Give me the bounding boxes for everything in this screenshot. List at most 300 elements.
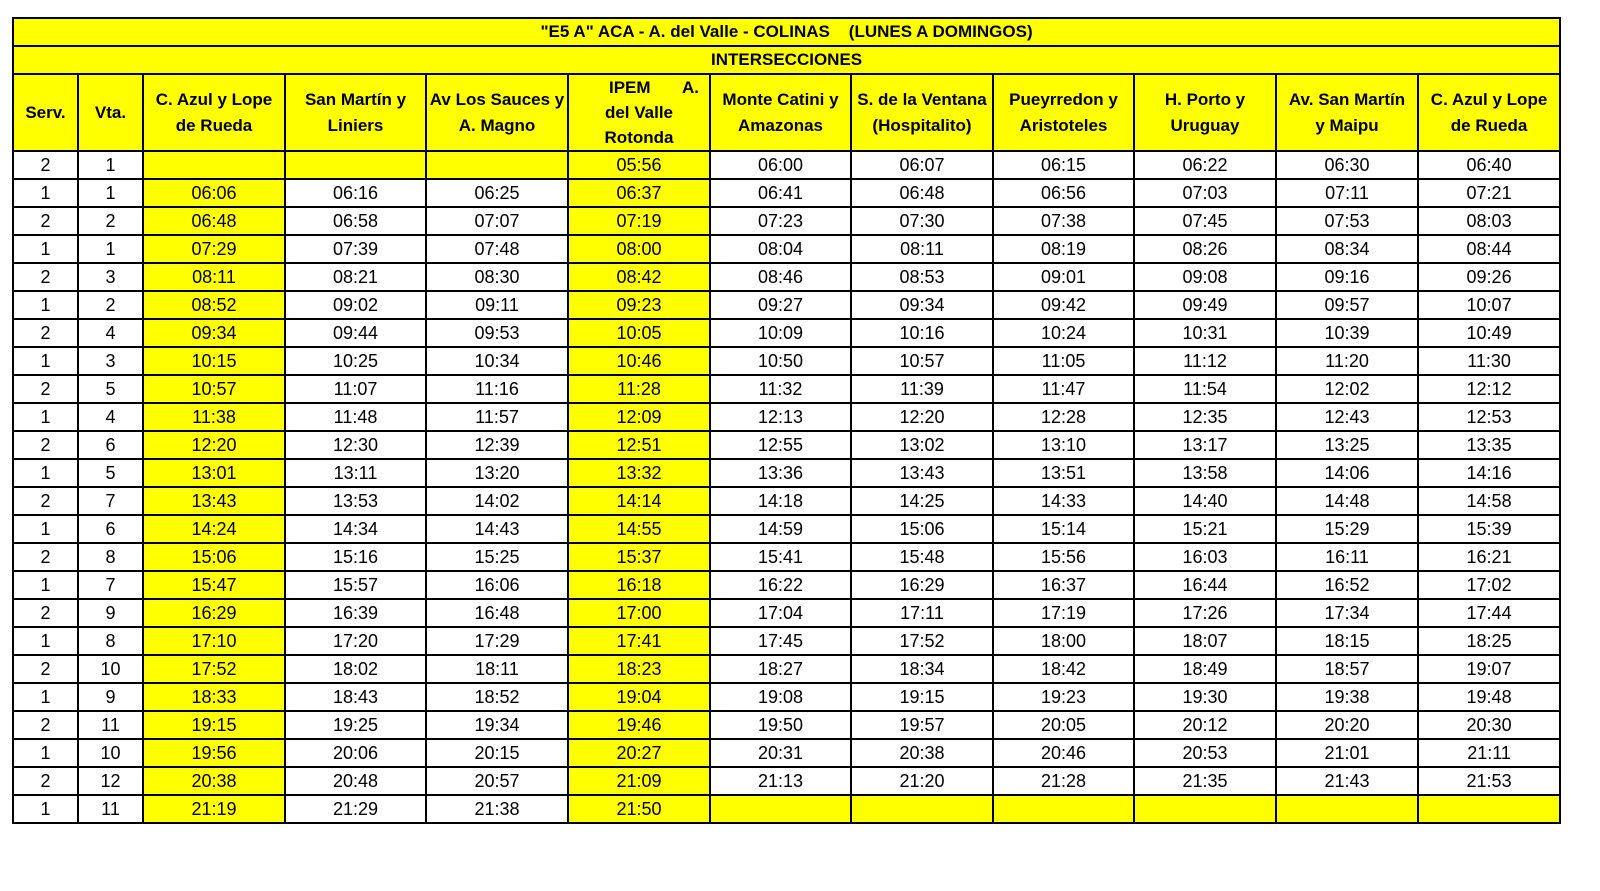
table-cell: 15:06 [143,543,285,571]
table-cell: 11:16 [426,375,568,403]
table-row [13,627,1560,655]
table-cell: 15:48 [851,543,993,571]
table-cell: 17:26 [1134,599,1276,627]
table-cell: 11:07 [285,375,426,403]
table-cell: 08:21 [285,263,426,291]
table-row [13,347,1560,375]
table-cell: 21:13 [710,767,851,795]
header-stop-pueyrredon: Pueyrredon y Aristoteles [993,74,1134,151]
table-cell: 19:48 [1418,683,1560,711]
table-cell: 19:38 [1276,683,1418,711]
table-cell: 12:13 [710,403,851,431]
table-cell: 06:58 [285,207,426,235]
table-cell: 20:05 [993,711,1134,739]
table-cell: 18:00 [993,627,1134,655]
header-stop-ipem: IPEM A. del Valle Rotonda [568,74,710,151]
table-row [13,179,1560,207]
table-cell: 05:56 [568,151,710,179]
table-cell: 1 [13,627,78,655]
table-cell: 20:15 [426,739,568,767]
table-row [13,795,1560,823]
table-cell: 14:14 [568,487,710,515]
table-cell: 12:39 [426,431,568,459]
table-cell: 13:35 [1418,431,1560,459]
table-cell: 7 [78,571,143,599]
table-cell: 2 [13,207,78,235]
table-cell: 21:01 [1276,739,1418,767]
table-cell: 06:22 [1134,151,1276,179]
table-cell: 07:38 [993,207,1134,235]
table-cell: 18:43 [285,683,426,711]
table-cell: 13:20 [426,459,568,487]
table-cell: 1 [13,795,78,823]
table-cell: 2 [13,431,78,459]
table-cell: 14:25 [851,487,993,515]
table-cell: 16:21 [1418,543,1560,571]
table-cell: 07:03 [1134,179,1276,207]
table-cell: 18:07 [1134,627,1276,655]
table-cell: 3 [78,263,143,291]
header-vta: Vta. [78,74,143,151]
table-row [13,375,1560,403]
table-cell: 16:39 [285,599,426,627]
table-row [13,151,1560,179]
table-cell: 1 [13,291,78,319]
table-cell: 08:11 [851,235,993,263]
table-cell: 8 [78,543,143,571]
table-cell: 07:29 [143,235,285,263]
table-cell: 13:01 [143,459,285,487]
table-cell: 3 [78,347,143,375]
table-row [13,263,1560,291]
table-cell: 20:31 [710,739,851,767]
table-cell: 18:27 [710,655,851,683]
table-cell: 11:05 [993,347,1134,375]
table-cell: 10:39 [1276,319,1418,347]
table-cell: 20:30 [1418,711,1560,739]
table-cell: 12:28 [993,403,1134,431]
table-cell: 18:57 [1276,655,1418,683]
table-cell: 10:07 [1418,291,1560,319]
table-cell: 12:09 [568,403,710,431]
table-cell: 15:06 [851,515,993,543]
table-cell: 8 [78,627,143,655]
table-cell: 10:49 [1418,319,1560,347]
table-cell: 17:44 [1418,599,1560,627]
table-cell: 11:30 [1418,347,1560,375]
table-cell: 1 [13,739,78,767]
table-cell: 11:28 [568,375,710,403]
table-cell: 16:18 [568,571,710,599]
table-cell: 10:25 [285,347,426,375]
table-cell: 2 [13,375,78,403]
table-cell: 08:00 [568,235,710,263]
table-cell: 13:51 [993,459,1134,487]
table-cell: 16:29 [143,599,285,627]
table-cell: 12:02 [1276,375,1418,403]
table-cell: 11:12 [1134,347,1276,375]
table-cell: 15:37 [568,543,710,571]
table-cell: 12:53 [1418,403,1560,431]
table-cell: 1 [13,515,78,543]
table-cell: 20:06 [285,739,426,767]
table-cell: 19:08 [710,683,851,711]
table-cell: 16:03 [1134,543,1276,571]
table-cell: 13:53 [285,487,426,515]
table-cell: 06:48 [143,207,285,235]
table-cell: 09:27 [710,291,851,319]
table-cell: 20:53 [1134,739,1276,767]
table-cell: 10:46 [568,347,710,375]
table-row [13,655,1560,683]
table-cell: 15:57 [285,571,426,599]
table-cell: 09:11 [426,291,568,319]
table-cell: 09:23 [568,291,710,319]
table-row [13,683,1560,711]
header-stop-h-porto: H. Porto y Uruguay [1134,74,1276,151]
table-cell: 07:45 [1134,207,1276,235]
table-cell: 11:57 [426,403,568,431]
table-cell: 06:30 [1276,151,1418,179]
table-cell: 2 [78,207,143,235]
table-cell: 13:58 [1134,459,1276,487]
table-cell: 08:46 [710,263,851,291]
table-cell: 14:34 [285,515,426,543]
table-cell: 08:53 [851,263,993,291]
table-row [13,319,1560,347]
table-cell: 19:04 [568,683,710,711]
table-cell: 17:11 [851,599,993,627]
table-cell: 18:42 [993,655,1134,683]
table-row [13,543,1560,571]
table-cell: 4 [78,319,143,347]
table-cell: 2 [78,291,143,319]
table-cell: 11 [78,711,143,739]
table-cell: 06:07 [851,151,993,179]
table-cell: 19:30 [1134,683,1276,711]
table-cell: 13:36 [710,459,851,487]
header-serv: Serv. [13,74,78,151]
table-cell: 10 [78,655,143,683]
table-cell: 06:16 [285,179,426,207]
table-cell: 06:37 [568,179,710,207]
header-stop-av-los-sauces: Av Los Sauces y A. Magno [426,74,568,151]
table-cell: 17:19 [993,599,1134,627]
table-cell: 08:03 [1418,207,1560,235]
table-cell: 1 [78,179,143,207]
table-row [13,235,1560,263]
table-cell: 15:47 [143,571,285,599]
table-cell: 17:52 [143,655,285,683]
table-cell: 19:50 [710,711,851,739]
header-stop-s-de-la-ventana: S. de la Ventana (Hospitalito) [851,74,993,151]
table-cell: 21:29 [285,795,426,823]
table-cell: 13:43 [851,459,993,487]
table-cell: 09:34 [851,291,993,319]
table-cell: 21:53 [1418,767,1560,795]
table-cell: 07:39 [285,235,426,263]
table-cell: 13:25 [1276,431,1418,459]
table-cell [993,795,1134,823]
table-cell: 14:43 [426,515,568,543]
table-cell [851,795,993,823]
table-cell: 10:34 [426,347,568,375]
table-cell: 10:16 [851,319,993,347]
table-cell: 1 [78,151,143,179]
table-cell: 11:54 [1134,375,1276,403]
table-cell: 21:50 [568,795,710,823]
table-cell: 09:49 [1134,291,1276,319]
table-cell: 6 [78,515,143,543]
table-cell [1134,795,1276,823]
table-cell: 08:19 [993,235,1134,263]
table-cell: 19:07 [1418,655,1560,683]
table-cell: 14:18 [710,487,851,515]
table-cell: 08:52 [143,291,285,319]
table-cell: 16:52 [1276,571,1418,599]
table-cell: 11:47 [993,375,1134,403]
table-cell: 19:25 [285,711,426,739]
table-cell: 18:49 [1134,655,1276,683]
table-cell: 18:11 [426,655,568,683]
table-cell: 21:38 [426,795,568,823]
table-cell: 12:55 [710,431,851,459]
table-cell: 07:53 [1276,207,1418,235]
table-cell: 17:00 [568,599,710,627]
table-cell: 12:20 [851,403,993,431]
table-cell: 06:00 [710,151,851,179]
table-cell: 18:52 [426,683,568,711]
table-cell: 10:05 [568,319,710,347]
schedule-body [13,151,1560,823]
table-cell: 19:57 [851,711,993,739]
table-cell: 14:55 [568,515,710,543]
table-cell: 20:57 [426,767,568,795]
table-cell: 1 [13,571,78,599]
table-cell: 17:52 [851,627,993,655]
table-cell: 09:53 [426,319,568,347]
table-cell: 2 [13,655,78,683]
table-cell: 08:44 [1418,235,1560,263]
table-cell: 2 [13,319,78,347]
table-cell: 09:01 [993,263,1134,291]
table-cell: 9 [78,683,143,711]
table-cell: 14:58 [1418,487,1560,515]
table-cell: 20:48 [285,767,426,795]
table-cell: 15:56 [993,543,1134,571]
table-cell: 13:32 [568,459,710,487]
table-cell: 20:27 [568,739,710,767]
table-cell [426,151,568,179]
table-cell: 11:48 [285,403,426,431]
table-cell: 11:20 [1276,347,1418,375]
table-cell: 12 [78,767,143,795]
table-row [13,767,1560,795]
table-cell: 11:32 [710,375,851,403]
table-cell: 07:21 [1418,179,1560,207]
table-cell: 07:19 [568,207,710,235]
table-cell: 21:20 [851,767,993,795]
table-cell: 17:45 [710,627,851,655]
table-cell: 16:48 [426,599,568,627]
table-cell: 08:34 [1276,235,1418,263]
table-cell [143,151,285,179]
table-cell: 1 [13,683,78,711]
table-cell: 13:11 [285,459,426,487]
table-cell: 18:02 [285,655,426,683]
table-cell [285,151,426,179]
table-cell: 7 [78,487,143,515]
table-cell: 06:15 [993,151,1134,179]
table-cell: 18:23 [568,655,710,683]
table-cell: 09:08 [1134,263,1276,291]
table-cell: 18:25 [1418,627,1560,655]
table-cell: 10:09 [710,319,851,347]
header-stop-c-azul-2: C. Azul y Lope de Rueda [1418,74,1560,151]
table-cell: 16:37 [993,571,1134,599]
table-cell: 06:25 [426,179,568,207]
table-cell: 09:57 [1276,291,1418,319]
table-cell: 07:11 [1276,179,1418,207]
table-cell: 11 [78,795,143,823]
table-cell: 10:24 [993,319,1134,347]
table-cell: 17:04 [710,599,851,627]
table-cell: 15:21 [1134,515,1276,543]
table-cell: 17:41 [568,627,710,655]
table-cell: 20:38 [851,739,993,767]
table-cell: 15:39 [1418,515,1560,543]
table-cell: 20:38 [143,767,285,795]
table-cell: 08:11 [143,263,285,291]
table-cell: 10:57 [851,347,993,375]
table-cell: 12:35 [1134,403,1276,431]
table-cell: 11:38 [143,403,285,431]
table-cell: 19:23 [993,683,1134,711]
table-cell: 13:02 [851,431,993,459]
table-cell: 9 [78,599,143,627]
table-cell: 15:25 [426,543,568,571]
schedule-wrapper [12,17,1559,824]
table-cell: 14:59 [710,515,851,543]
table-cell: 19:15 [851,683,993,711]
table-cell: 17:29 [426,627,568,655]
table-cell: 07:23 [710,207,851,235]
table-cell: 12:30 [285,431,426,459]
table-cell: 21:35 [1134,767,1276,795]
table-cell: 16:06 [426,571,568,599]
table-cell [1276,795,1418,823]
table-cell: 16:29 [851,571,993,599]
table-cell: 06:40 [1418,151,1560,179]
table-cell: 1 [13,235,78,263]
table-cell: 13:10 [993,431,1134,459]
table-row [13,459,1560,487]
table-cell: 15:29 [1276,515,1418,543]
table-cell: 16:44 [1134,571,1276,599]
schedule-title: "E5 A" ACA - A. del Valle - COLINAS (LUNES A DOMINGOS) [13,18,1560,46]
table-cell: 1 [78,235,143,263]
table-cell: 16:22 [710,571,851,599]
table-row [13,291,1560,319]
table-cell: 15:41 [710,543,851,571]
table-cell: 09:26 [1418,263,1560,291]
table-cell: 20:12 [1134,711,1276,739]
table-cell: 2 [13,151,78,179]
table-cell [710,795,851,823]
intersecciones-heading: INTERSECCIONES [13,46,1560,74]
table-cell: 12:12 [1418,375,1560,403]
table-cell: 08:04 [710,235,851,263]
table-cell: 2 [13,263,78,291]
table-cell: 4 [78,403,143,431]
table-cell: 12:51 [568,431,710,459]
table-cell: 19:56 [143,739,285,767]
table-row [13,515,1560,543]
table-cell: 09:42 [993,291,1134,319]
table-cell: 19:46 [568,711,710,739]
table-cell: 19:15 [143,711,285,739]
table-row [13,431,1560,459]
header-stop-san-martin-liniers: San Martín y Liniers [285,74,426,151]
table-cell: 21:28 [993,767,1134,795]
table-cell: 21:09 [568,767,710,795]
table-cell: 11:39 [851,375,993,403]
table-cell: 20:20 [1276,711,1418,739]
table-cell: 13:17 [1134,431,1276,459]
table-cell: 13:43 [143,487,285,515]
table-cell: 15:16 [285,543,426,571]
table-cell: 2 [13,599,78,627]
table-cell: 21:43 [1276,767,1418,795]
table-cell: 2 [13,711,78,739]
table-cell: 2 [13,543,78,571]
header-stop-c-azul-1: C. Azul y Lope de Rueda [143,74,285,151]
table-cell: 6 [78,431,143,459]
table-cell: 12:43 [1276,403,1418,431]
table-cell: 21:19 [143,795,285,823]
table-cell: 17:02 [1418,571,1560,599]
table-cell: 14:24 [143,515,285,543]
table-cell: 14:40 [1134,487,1276,515]
table-cell: 10 [78,739,143,767]
table-cell: 1 [13,459,78,487]
header-stop-av-san-martin-maipu: Av. San Martín y Maipu [1276,74,1418,151]
table-cell: 09:44 [285,319,426,347]
table-cell: 07:07 [426,207,568,235]
table-cell: 17:20 [285,627,426,655]
table-cell: 10:50 [710,347,851,375]
schedule-table [12,17,1561,824]
table-cell: 07:48 [426,235,568,263]
table-cell: 1 [13,403,78,431]
table-cell: 17:10 [143,627,285,655]
table-cell: 06:06 [143,179,285,207]
table-cell: 18:15 [1276,627,1418,655]
table-cell: 18:33 [143,683,285,711]
table-cell: 15:14 [993,515,1134,543]
table-cell: 06:48 [851,179,993,207]
table-cell: 2 [13,487,78,515]
table-cell: 08:30 [426,263,568,291]
table-row [13,711,1560,739]
table-cell: 10:15 [143,347,285,375]
table-cell: 12:20 [143,431,285,459]
table-cell [1418,795,1560,823]
table-cell: 14:48 [1276,487,1418,515]
table-cell: 14:33 [993,487,1134,515]
table-row [13,599,1560,627]
table-cell: 21:11 [1418,739,1560,767]
